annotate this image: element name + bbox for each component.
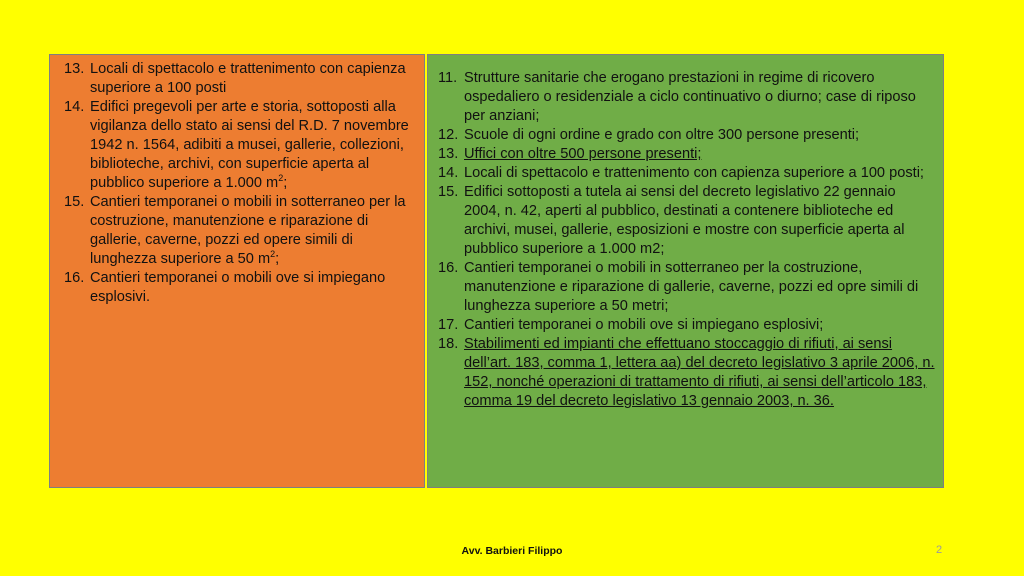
item-text: Cantieri temporanei o mobili in sotterraneo per la costruzione, manutenzione e riparazione di gallerie, caverne, pozzi ed opere simili di lunghezza superiore a 50 m: [90, 194, 406, 267]
list-item: [64, 269, 414, 307]
list-item: [438, 126, 935, 145]
item-number: 16.: [64, 270, 85, 286]
item-text: Scuole di ogni ordine e grado con oltre 300 persone presenti;: [464, 127, 860, 143]
list-item: [438, 335, 935, 411]
list-item: [438, 316, 935, 335]
list-item: [438, 69, 935, 126]
item-text: Locali di spettacolo e trattenimento con capienza superiore a 100 posti;: [464, 165, 924, 181]
item-number: 15.: [438, 184, 459, 200]
item-text: Locali di spettacolo e trattenimento con capienza superiore a 100 posti: [90, 61, 406, 96]
item-text: Edifici pregevoli per arte e storia, sottoposti alla vigilanza dello stato ai sensi del R.D. 7 novembre 1942 n. 1564, adibiti a musei, gallerie, collezioni, biblioteche, archivi, con superficie aperta al pubblico superiore a 1.000 m: [90, 99, 409, 191]
item-number: 14.: [438, 165, 459, 181]
left-text-box: [49, 54, 425, 488]
item-number: 13.: [64, 61, 85, 77]
list-item: [438, 164, 935, 183]
list-item: [438, 259, 935, 316]
list-item: [438, 145, 935, 164]
page-number: 2: [936, 544, 943, 556]
item-text: Edifici sottoposti a tutela ai sensi del decreto legislativo 22 gennaio 2004, n. 42, aperti al pubblico, destinati a contenere biblioteche ed archivi, musei, gallerie, esposizioni e mostre con superficie aperta al pubblico superiore a 1.000 m2;: [464, 184, 905, 257]
item-number: 15.: [64, 194, 85, 210]
item-text-underlined: Uffici con oltre 500 persone presenti;: [464, 146, 702, 162]
list-item: [64, 60, 414, 98]
left-list: [64, 60, 414, 307]
item-text: Cantieri temporanei o mobili ove si impiegano esplosivi.: [90, 270, 386, 305]
item-number: 13.: [438, 146, 459, 162]
item-number: 18.: [438, 336, 459, 352]
list-item: [64, 98, 414, 193]
item-number: 12.: [438, 127, 459, 143]
item-number: 14.: [64, 99, 85, 115]
item-number: 11.: [438, 70, 458, 86]
item-tail: ;: [275, 251, 280, 267]
item-number: 17.: [438, 317, 459, 333]
list-item: [64, 193, 414, 269]
item-number: 16.: [438, 260, 459, 276]
item-text-underlined: Stabilimenti ed impianti che effettuano stoccaggio di rifiuti, ai sensi dell’art. 183, comma 1, lettera aa) del decreto legislativo 3 aprile 2006, n. 152, nonché operazioni di trattamento di rifiuti, ai sensi dell’articolo 183, comma 19 del decreto legislativo 13 gennaio 2003, n. 36.: [464, 336, 935, 409]
right-text-box: [427, 54, 944, 488]
item-text: Cantieri temporanei o mobili ove si impiegano esplosivi;: [464, 317, 824, 333]
item-text: Cantieri temporanei o mobili in sotterraneo per la costruzione, manutenzione e riparazione di gallerie, caverne, pozzi ed opre simili di lunghezza superiore a 50 metri;: [464, 260, 919, 314]
list-item: [438, 183, 935, 259]
superscript: 2: [278, 173, 284, 184]
item-tail: ;: [283, 175, 288, 191]
right-list: [438, 69, 935, 411]
item-text: Strutture sanitarie che erogano prestazioni in regime di ricovero ospedaliero o residenziale a ciclo continuativo o diurno; case di riposo per anziani;: [464, 70, 916, 124]
footer-author: Avv. Barbieri Filippo: [461, 545, 563, 557]
superscript: 2: [270, 249, 276, 260]
